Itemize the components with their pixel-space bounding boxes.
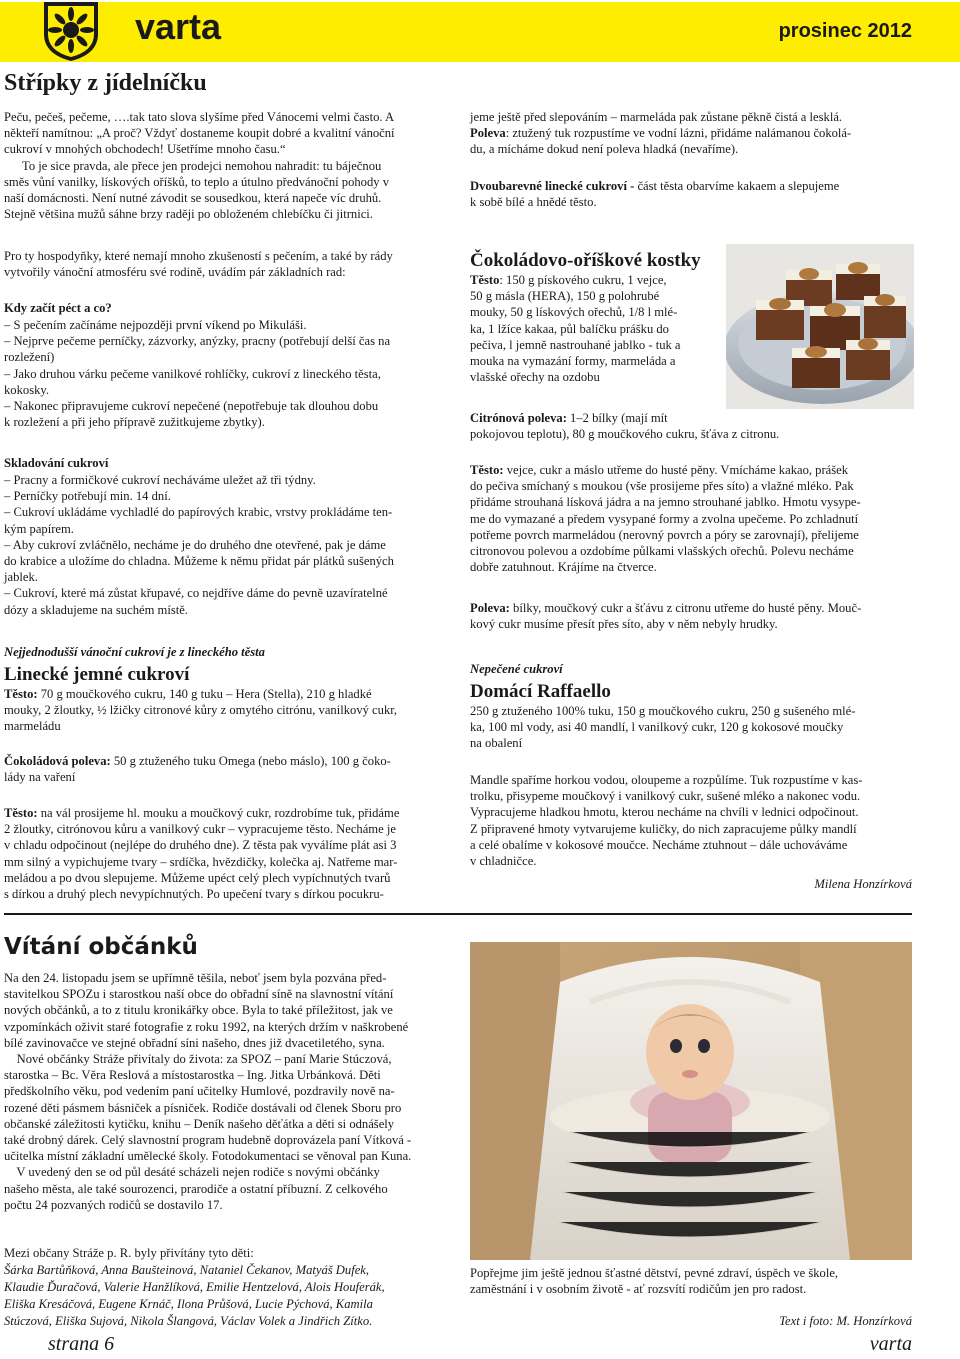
list-item: – Perníčky potřebují min. 14 dní. xyxy=(4,489,171,504)
text-line xyxy=(4,805,448,821)
label: Poleva: xyxy=(470,601,510,615)
text-line: ka, 100 ml vody, asi 40 mandlí, l vanilkový cukr, 120 g kokosové moučky xyxy=(470,720,844,735)
text-line: nových občánků, a to z titulu kronikářky obce. Byla to také příležitost, jak ve xyxy=(4,1003,393,1018)
text-line: Popřejme jim ještě jednou šťastné dětství, pevné zdraví, úspěch ve škole, xyxy=(470,1266,839,1280)
list-item: – Jako druhou várku pečeme vanilkové rohlíčky, cukroví z lineckého těsta, xyxy=(4,366,381,381)
text-line: rozené děti pásmem básniček a písniček. Rodiče dostávali od členek Sboru pro xyxy=(4,1100,402,1115)
text-line: ka, 1 lžíce kakaa, půl balíčku prášku do xyxy=(470,321,669,336)
text-line: Peču, pečeš, pečeme, ….tak tato slova slyšíme před Vánocemi velmi často. A xyxy=(4,110,395,124)
text-line: Vypracujeme hladkou hmotu, kterou necháme na chvíli v lednici odpočinout. xyxy=(470,805,859,820)
text-line: počtu 24 pozvaných rodičů se dostavilo 17. xyxy=(4,1197,223,1212)
label: Poleva xyxy=(470,126,506,141)
text-line xyxy=(470,272,720,288)
wish-paragraph xyxy=(470,1265,916,1297)
list-item: – S pečením začínáme nejpozději první víkend po Mikuláši. xyxy=(4,318,307,332)
sklad-list xyxy=(4,472,448,618)
list-item: kokosky. xyxy=(4,382,50,397)
text-line xyxy=(470,178,916,194)
text-line: Klaudie Ďuračová, Valerie Hanžlíková, Emilie Hentzelová, Alois Houferák, xyxy=(4,1280,385,1294)
label: Těsto: xyxy=(4,806,38,820)
section-heading-skladovani: Skladování cukroví xyxy=(4,456,109,470)
text-line: k sobě bílé a hnědé těsto. xyxy=(470,195,597,210)
recipe-title-linecke: Linecké jemné cukroví xyxy=(4,664,190,685)
label: Těsto: xyxy=(470,463,504,477)
text-line: a celé obalíme v kokosové moučce. Necháme ztuhnout – dále uchováváme xyxy=(470,837,848,852)
intro-paragraph xyxy=(4,109,448,222)
text-line: starostka – Bc. Věra Reslová a místostarostka – Ing. Jitka Urbánková. Děti xyxy=(4,1068,381,1083)
kostky-postup xyxy=(470,462,916,575)
list-item: k rozležení a při jeho přípravě zužitkujeme zbytky). xyxy=(4,415,265,430)
baby-in-cradle-photo xyxy=(470,942,912,1260)
text: bílky, moučkový cukr a šťávu z citronu utřeme do husté pěny. Mouč- xyxy=(509,601,862,615)
text-line xyxy=(470,462,916,478)
text-line: Šárka Bartůňková, Anna Baušteinová, Nataniel Čekanov, Matyáš Dufek, xyxy=(4,1263,370,1277)
town-crest-logo xyxy=(42,0,100,62)
recipe-title-kostky: Čokoládovo-oříškové kostky xyxy=(470,250,701,271)
text-line: s dírkou a druhý plech nevypíchnutých. Po upečení tvary s dírkou pocukru- xyxy=(4,887,384,902)
text-line: Nové občánky Stráže přivítaly do života: za SPOZ – paní Marie Stúczová, xyxy=(4,1052,392,1067)
text: 50 g ztuženého tuku Omega (nebo máslo), 100 g čoko- xyxy=(110,754,391,768)
children-names xyxy=(4,1262,448,1330)
text-line: mouky, 2 žloutky, ½ lžičky citronové kůry z omytého citrónu, vanilkový cukr, xyxy=(4,703,398,718)
text-line xyxy=(4,686,448,702)
text-line: me do vymazané a předem vysypané formy a zvolna upečeme. Po zchladnutí xyxy=(470,511,859,526)
text-line: našeho města, ale také sourozenci, prarodiče a ostatní příbuzní. Z celkového xyxy=(4,1181,388,1196)
raffaello-kicker: Nepečené cukroví xyxy=(470,662,563,676)
continued-text xyxy=(470,109,916,158)
photo-credit: Text i foto: M. Honzírková xyxy=(779,1314,912,1328)
intro2-paragraph xyxy=(4,248,448,280)
poleva-bilkova xyxy=(470,600,916,632)
text-line: směs vůní vanilky, lískových oříšků, to teplo a útulno předvánoční pohody v xyxy=(4,174,389,189)
author-signature: Milena Honzírková xyxy=(814,877,912,891)
text-line: v chladničce. xyxy=(470,854,537,869)
label: Těsto: xyxy=(4,687,38,701)
citronova-poleva xyxy=(470,410,916,442)
list-item: – Pracny a formičkové cukroví necháváme uležet až tři týdny. xyxy=(4,473,316,487)
list-item: jablek. xyxy=(4,570,38,585)
footer-brand: varta xyxy=(869,1333,912,1355)
list-item: – Cukroví, které má zůstat křupavé, co nejdříve dáme do pevně uzavíratelné xyxy=(4,586,388,601)
text-line: Pro ty hospodyňky, které nemají mnoho zkušeností s pečením, a také by rády xyxy=(4,249,393,263)
text-line: na obalení xyxy=(470,736,523,751)
text-line: Stejně většina mužů sáhne brzy raději po obloženém chlebíčku či jitrnici. xyxy=(4,207,373,222)
label: Dvoubarevné linecké cukroví - xyxy=(470,179,638,193)
text-line: vytvořily vánoční atmosféru své rodině, uvádím pár základních rad: xyxy=(4,265,346,280)
list-item: rozležení) xyxy=(4,350,55,365)
text-line xyxy=(470,410,916,426)
text-line: V uvedený den se od půl desáté scházeli nejen rodiče s novými občánky xyxy=(4,1165,380,1180)
text: část těsta obarvíme kakaem a slepujeme xyxy=(637,179,840,193)
text-line: dobře zatuhnout. Krájíme na čtverce. xyxy=(470,560,657,575)
text-line xyxy=(470,600,916,616)
text-line: kový cukr musíme přesít přes síto, aby v něm nebyly hrudky. xyxy=(470,617,778,632)
text: vejce, cukr a máslo utřeme do husté pěny. Vmícháme kakao, prášek xyxy=(503,463,849,477)
section-heading-kdy: Kdy začít péct a co? xyxy=(4,301,112,315)
kostky-ingredients xyxy=(470,272,720,385)
text-line: lády na vaření xyxy=(4,770,76,785)
text-line: učitelka místní základní umělecké školy. Fotodokumentaci se věnoval pan Kuna. xyxy=(4,1149,412,1164)
vitani-paragraph xyxy=(4,970,448,1213)
article-title-stripky: Střípky z jídelníčku xyxy=(4,70,207,96)
text-line: pečiva, l jemně nastrouhané jablko - tuk a xyxy=(470,337,681,352)
label: Citrónová poleva: xyxy=(470,411,567,425)
issue-date: prosinec 2012 xyxy=(778,20,912,42)
text: : 150 g pískového cukru, 1 vejce, xyxy=(499,273,667,287)
text-line: mm silný a vypichujeme tvary – srdíčka, hvězdičky, kolečka aj. Natřeme mar- xyxy=(4,854,398,869)
text-line: Stúczová, Eliška Sujová, Nikola Šlangová, Václav Volek a Jindřich Zítko. xyxy=(4,1314,373,1328)
text-line: 250 g ztuženého 100% tuku, 150 g moučkového cukru, 250 g sušeného mlé- xyxy=(470,704,856,718)
text-line: naší domácnosti. Není nutné závodit se sousedkou, která napeče víc druhů. xyxy=(4,191,382,206)
list-item: – Cukroví ukládáme vychladlé do papírových krabic, vrstvy prokládáme ten- xyxy=(4,505,393,520)
raffaello-ingredients xyxy=(470,703,916,752)
text-line: Z připravené hmoty vytvarujeme kuličky, do nich zapracujeme půlky mandlí xyxy=(470,821,857,836)
text-line: cukroví v mnohých obchodech! Ušetříme mnoho času.“ xyxy=(4,142,286,157)
section-divider xyxy=(4,913,912,915)
label: Těsto xyxy=(470,273,500,287)
masthead-brand: varta xyxy=(135,6,222,47)
dvoubarevne-paragraph xyxy=(470,178,916,210)
label: Čokoládová poleva: xyxy=(4,754,111,768)
text: : ztužený tuk rozpustíme ve vodní lázni, přidáme nalámanou čokolá- xyxy=(505,126,852,141)
list-item: – Nakonec připravujeme cukroví nepečené (nepotřebuje tak dlouhou dobu xyxy=(4,399,379,414)
text-line: trolku, přisypeme moučkový i vanilkový cukr, sušené mléko a nakonec vodu. xyxy=(470,789,861,804)
list-item: do krabice a uložíme do chladna. Můžeme k němu přidat pár plátků sušených xyxy=(4,554,394,569)
linecke-ingredients xyxy=(4,686,448,735)
text-line: 50 g másla (HERA), 150 g polohrubé xyxy=(470,289,660,304)
text-line: předškolního věku, pod vedením paní učitelky Humlové, pozdravily nově na- xyxy=(4,1084,395,1099)
linecke-kicker: Nejjednodušší vánoční cukroví je z lineckého těsta xyxy=(4,645,265,659)
text-line: 2 žloutky, citrónovou kůru a vanilkový cukr – vypracujeme těsto. Necháme je xyxy=(4,822,396,837)
list-item: dózy a skladujeme na suchém místě. xyxy=(4,602,188,617)
linecke-poleva xyxy=(4,753,448,785)
text-line: občanské záležitosti kytičku, knihu – Deník našeho děťátka a děti si odnášely xyxy=(4,1116,395,1131)
text-line: vlašské ořechy na ozdobu xyxy=(470,370,600,385)
article-title-vitani: Vítání občánků xyxy=(4,934,198,960)
raffaello-postup xyxy=(470,772,916,869)
kdy-list xyxy=(4,317,448,430)
text-line: pokojovou teplotu), 80 g moučkového cukru, šťáva z citronu. xyxy=(470,427,780,442)
list-item: – Aby cukroví zvláčnělo, necháme je do druhého dne otevřené, pak je dáme xyxy=(4,537,386,552)
text-line: citronovou polevou a ozdobíme půlkami vlašských ořechů. Polevu necháme xyxy=(470,544,854,559)
text-line: Mandle spaříme horkou vodou, oloupeme a rozpůlíme. Tuk rozpustíme v kas- xyxy=(470,773,863,787)
text-line: v chladu odpočinout (nejlépe do druhého dne). Z těsta pak vyválíme plát asi 3 xyxy=(4,838,397,853)
text-line: někteří namítnou: „A proč? Vždyť dostaneme koupit dobré a kvalitní vánoční xyxy=(4,126,395,141)
text-line: také drobný dárek. Celý slavnostní program hudebně doprovázela paní Vítková - xyxy=(4,1133,412,1148)
text: 70 g moučkového cukru, 140 g tuku – Hera (Stella), 210 g hladké xyxy=(37,687,372,701)
text-line: mouka na vymazání formy, marmeláda a xyxy=(470,354,676,369)
names-intro: Mezi občany Stráže p. R. byly přivítány tyto děti: xyxy=(4,1246,254,1260)
text-line xyxy=(4,753,448,769)
text-line: bílé zavinovačce ve stejné obřadní síni našeho, dnes již dvacetiletého, syna. xyxy=(4,1035,385,1050)
text: 1–2 bílky (mají mít xyxy=(566,411,668,425)
text-line: Na den 24. listopadu jsem se upřímně těšila, neboť jsem byla pozvána před- xyxy=(4,971,387,985)
text-line xyxy=(470,125,916,141)
text-line: mouky, 50 g lískových ořechů, 1/8 l mlé- xyxy=(470,305,678,320)
cake-photo xyxy=(726,244,914,409)
page-number: strana 6 xyxy=(48,1333,115,1355)
text-line: vzpomínkách oživit staré fotografie z roku 1992, na kterých držím v naškrobené xyxy=(4,1019,409,1034)
list-item: kým papírem. xyxy=(4,521,74,536)
list-item: – Nejprve pečeme perníčky, zázvorky, anýzky, pracny (potřebují delší čas na xyxy=(4,334,391,349)
text-line: jeme ještě před slepováním – marmeláda pak zůstane pěkně čistá a lesklá. xyxy=(470,110,843,124)
linecke-postup xyxy=(4,805,448,902)
text-line: Eliška Kresáčová, Eugene Krnáč, Ilona Průšová, Lucie Pýchová, Kamila xyxy=(4,1297,373,1311)
text-line: marmeládu xyxy=(4,719,61,734)
text-line: stavitelkou SPOZu i starostkou naší obce do obřadní síně na slavnostní vítání xyxy=(4,987,394,1002)
text: na vál prosijeme hl. mouku a moučkový cukr, rozdrobíme tuk, přidáme xyxy=(37,806,400,820)
text-line: meládou a po dvou slepujeme. Můžeme upéct celý plech vypíchnutých tvarů xyxy=(4,870,391,885)
text-line: do pečiva smíchaný s moukou (vše prosijeme přes síto) a vlažné mléko. Pak xyxy=(470,479,854,494)
text-line: du, a mícháme dokud není poleva hladká (nevaříme). xyxy=(470,142,739,157)
text-line: potřeme povrch marmeládou (nerovný povrch a póry se zarovnají), přelijeme xyxy=(470,527,859,542)
recipe-title-raffaello: Domácí Raffaello xyxy=(470,681,611,702)
text-line: přidáme strouhaná lísková jádra a na jemno strouhané jablko. Hmotu vysype- xyxy=(470,495,861,510)
text-line: To je sice pravda, ale přece jen prodejci nemohou nahradit: tu báječnou xyxy=(22,158,382,173)
text-line: zaměstnání i v osobním životě - ať rozsvítí rodičům jen pro radost. xyxy=(470,1282,807,1297)
